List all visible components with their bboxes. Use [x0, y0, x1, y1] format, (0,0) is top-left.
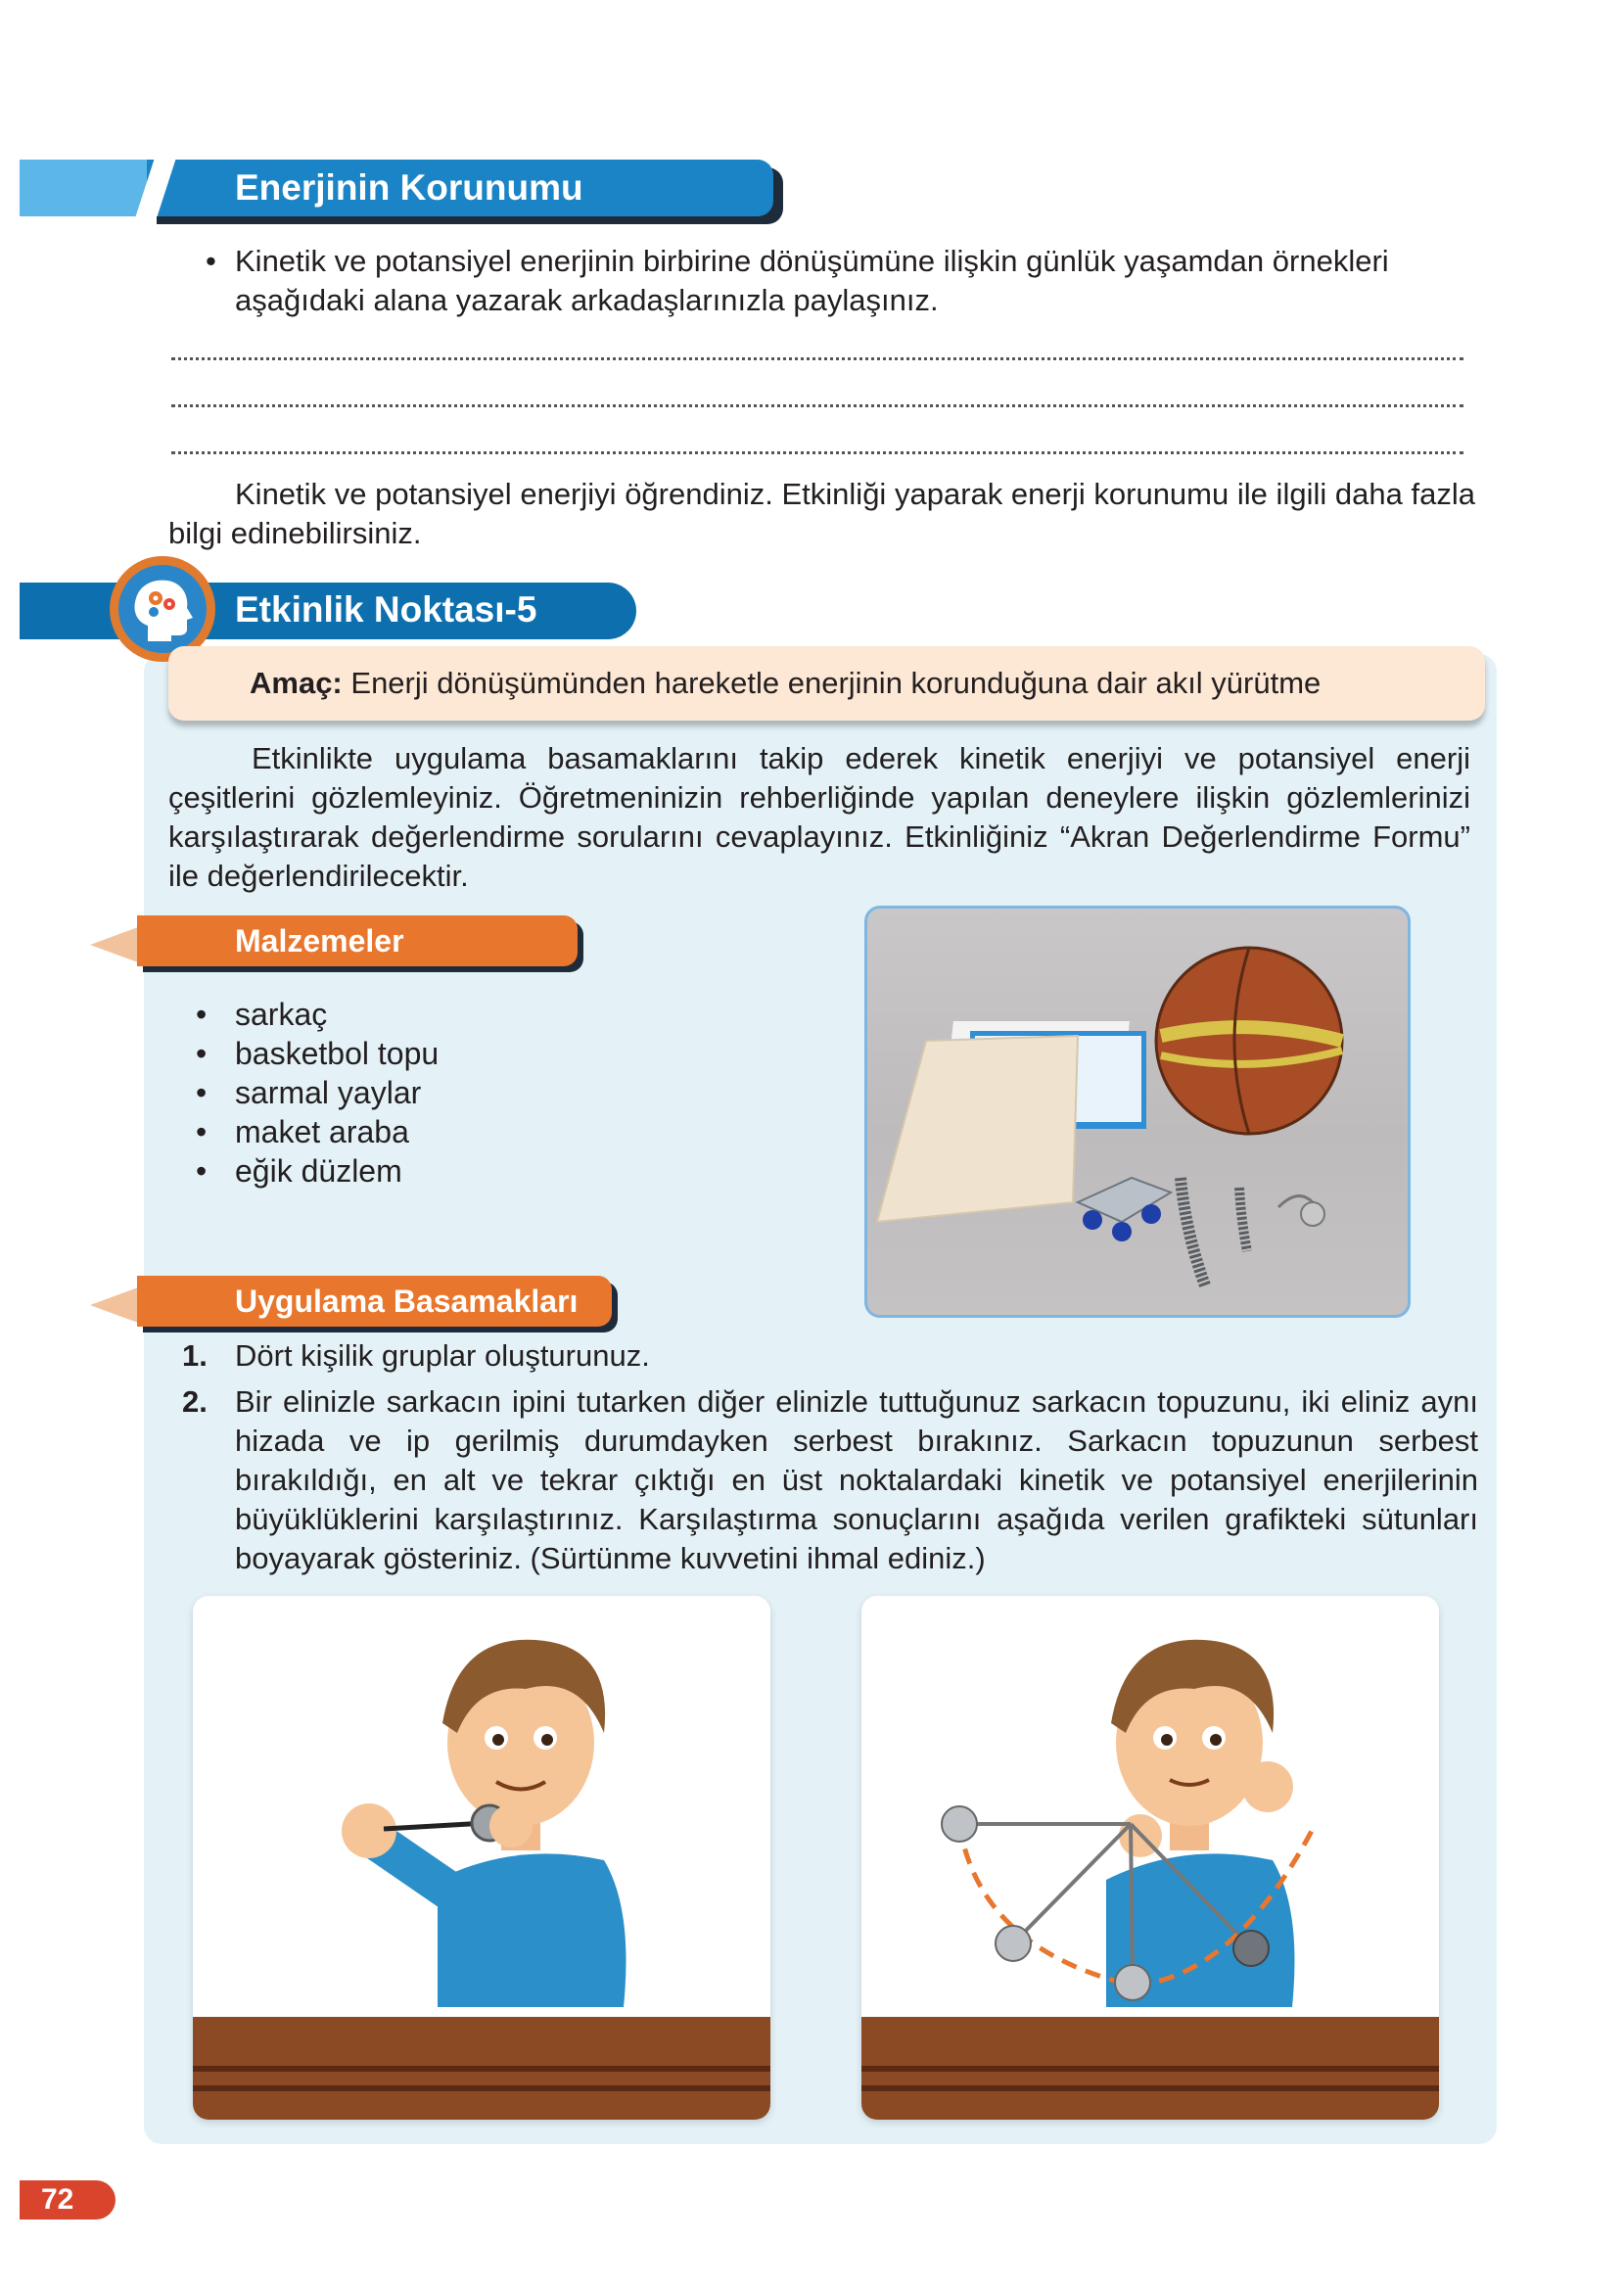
- step-text: Bir elinizle sarkacın ipini tutarken diğer elinizle tuttuğunuz sarkacın topuzunu, iki eliniz aynı hizada ve ip gerilmiş durumdayken serbest bırakınız. Sarkacın topuzunun serbest bırakıldığı, en alt ve tekrar çıktığı en üst noktalardaki kinetik ve potansiyel enerjilerinin büyüklüklerini karşılaştırınız. Karşılaştırma sonuçlarını aşağıda verilen grafikteki sütunları boyayarak gösteriniz. (Sürtünme kuvvetini ihmal ediniz.): [235, 1384, 1478, 1575]
- steps-title: Uygulama Basamakları: [235, 1284, 579, 1319]
- step-number: 2.: [182, 1384, 208, 1419]
- steps-list: [176, 1336, 1478, 1585]
- list-item: • basketbol topu: [196, 1036, 440, 1071]
- list-item: • maket araba: [196, 1114, 409, 1149]
- page-number: 72: [20, 2180, 116, 2220]
- section-bullet-text: Kinetik ve potansiyel enerjinin birbirine dönüşümüne ilişkin günlük yaşamdan örnekleri aşağıdaki alana yazarak arkadaşlarınızla paylaşınız.: [235, 244, 1389, 317]
- aim-content: Enerji dönüşümünden hareketle enerjinin korunduğuna dair akıl yürütme: [350, 666, 1322, 700]
- step-item: [176, 1382, 1478, 1578]
- answer-line-2[interactable]: [171, 404, 1463, 407]
- illustration-pendulum-swing: [861, 1596, 1439, 2120]
- section-intro-paragraph: Kinetik ve potansiyel enerjiyi öğrendiniz. Etkinliği yaparak enerji korunumu ile ilgili daha fazla bilgi edinebilirsiniz.: [168, 477, 1475, 550]
- brain-gears-icon: [118, 565, 207, 653]
- answer-line-1[interactable]: [171, 357, 1463, 360]
- activity-description: Etkinlikte uygulama basamaklarını takip ederek kinetik enerjiyi ve potansiyel enerji çeşitlerini gözlemleyiniz. Öğretmeninizin rehberliğinde yapılan deneylere ilişkin gözlemlerinizi karşılaştırarak değerlendirme sorularını cevaplayınız. Etkinliğiniz “Akran Değerlendirme Formu” ile değerlendirilecektir.: [168, 741, 1470, 893]
- bullet-marker: •: [206, 244, 216, 278]
- step-item: [176, 1336, 1478, 1376]
- section-title: Enerjinin Korunumu: [235, 167, 583, 208]
- materials-photo: [864, 906, 1411, 1318]
- illustration-holding-pendulum: [193, 1596, 770, 2120]
- list-item: • eğik düzlem: [196, 1153, 402, 1189]
- materials-list: [196, 995, 439, 1191]
- materials-title: Malzemeler: [235, 923, 404, 958]
- step-text: Dört kişilik gruplar oluşturunuz.: [235, 1338, 650, 1373]
- aim-text: [250, 664, 1321, 703]
- activity-title: Etkinlik Noktası-5: [235, 589, 537, 630]
- answer-line-3[interactable]: [171, 451, 1463, 454]
- step-number: 1.: [182, 1338, 208, 1373]
- aim-label: Amaç:: [250, 666, 343, 700]
- list-item: • sarmal yaylar: [196, 1075, 422, 1110]
- list-item: • sarkaç: [196, 997, 328, 1032]
